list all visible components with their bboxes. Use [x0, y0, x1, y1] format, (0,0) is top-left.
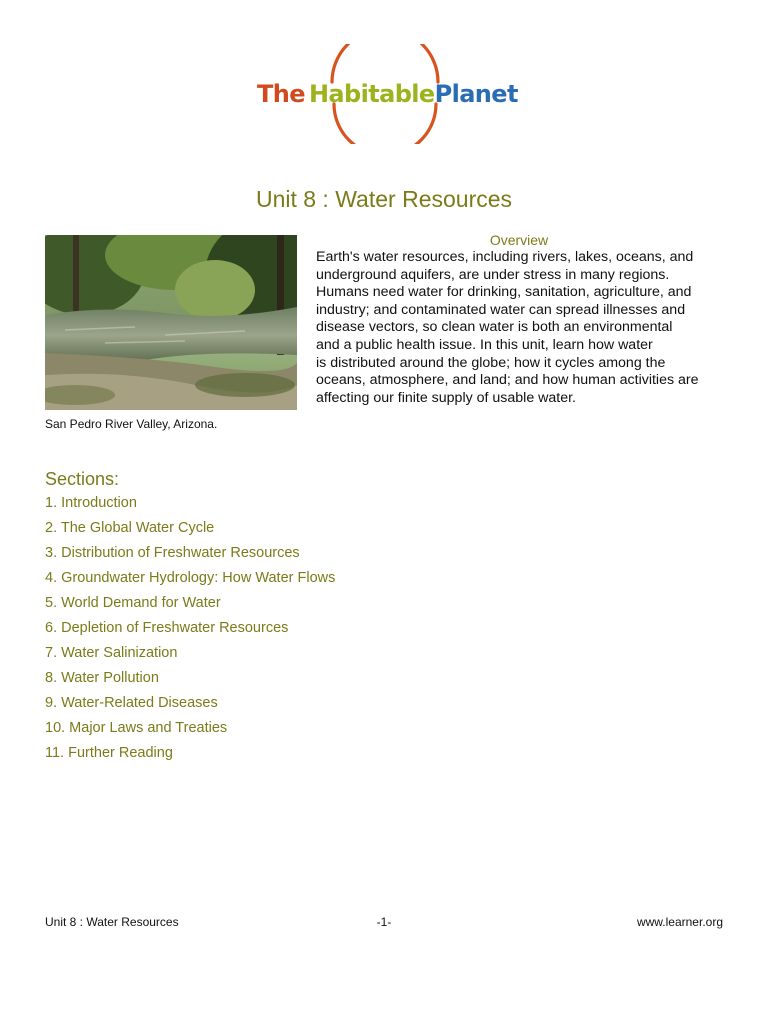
overview-line: Humans need water for drinking, sanitation, agriculture, and	[316, 284, 692, 301]
overview-line: oceans, atmosphere, and land; and how human activities are	[316, 372, 699, 389]
overview-line: industry; and contaminated water can spread illnesses and	[316, 301, 686, 318]
overview-line: disease vectors, so clean water is both an environmental	[316, 319, 673, 336]
unit-title: Unit 8 : Water Resources	[255, 186, 513, 212]
photo-caption: San Pedro River Valley, Arizona.	[45, 417, 218, 431]
overview-line: and a public health issue. In this unit, learn how water	[316, 336, 653, 353]
logo-graphic	[250, 44, 520, 144]
logo-word-planet: Planet	[434, 80, 518, 108]
footer-unit-title: Unit 8 : Water Resources	[45, 915, 179, 929]
section-link-water-pollution[interactable]: 8. Water Pollution	[45, 670, 159, 686]
section-link-distribution-freshwater[interactable]: 3. Distribution of Freshwater Resources	[45, 545, 300, 561]
overview-line: underground aquifers, are under stress in many regions.	[316, 266, 670, 283]
section-link-water-salinization[interactable]: 7. Water Salinization	[45, 645, 178, 661]
logo-word-the: The	[257, 80, 305, 108]
section-link-world-demand[interactable]: 5. World Demand for Water	[45, 595, 221, 611]
sections-heading: Sections:	[45, 469, 120, 489]
section-link-global-water-cycle[interactable]: 2. The Global Water Cycle	[45, 520, 215, 536]
overview-heading: Overview	[489, 232, 549, 248]
section-link-groundwater-hydrology[interactable]: 4. Groundwater Hydrology: How Water Flows	[45, 570, 336, 586]
overview-paragraph	[316, 249, 731, 407]
footer-website: www.learner.org	[636, 915, 723, 929]
section-link-major-laws-treaties[interactable]: 10. Major Laws and Treaties	[45, 720, 228, 736]
section-link-depletion-freshwater[interactable]: 6. Depletion of Freshwater Resources	[45, 620, 289, 636]
footer-page-number: -1-	[376, 915, 392, 929]
sections-list	[45, 492, 335, 767]
section-link-water-related-diseases[interactable]: 9. Water-Related Diseases	[45, 695, 218, 711]
overview-line: Earth's water resources, including rivers, lakes, oceans, and	[316, 249, 694, 265]
habitable-planet-logo	[250, 44, 520, 144]
overview-line: is distributed around the globe; how it cycles among the	[316, 354, 666, 371]
logo-word-habitable: Habitable	[308, 80, 435, 108]
section-link-introduction[interactable]: 1. Introduction	[45, 495, 137, 511]
overview-line: affecting our finite supply of usable water.	[316, 389, 577, 406]
section-link-further-reading[interactable]: 11. Further Reading	[45, 745, 173, 761]
river-photo	[45, 235, 297, 410]
svg-text:TheHabitablePlanet	[257, 80, 518, 108]
